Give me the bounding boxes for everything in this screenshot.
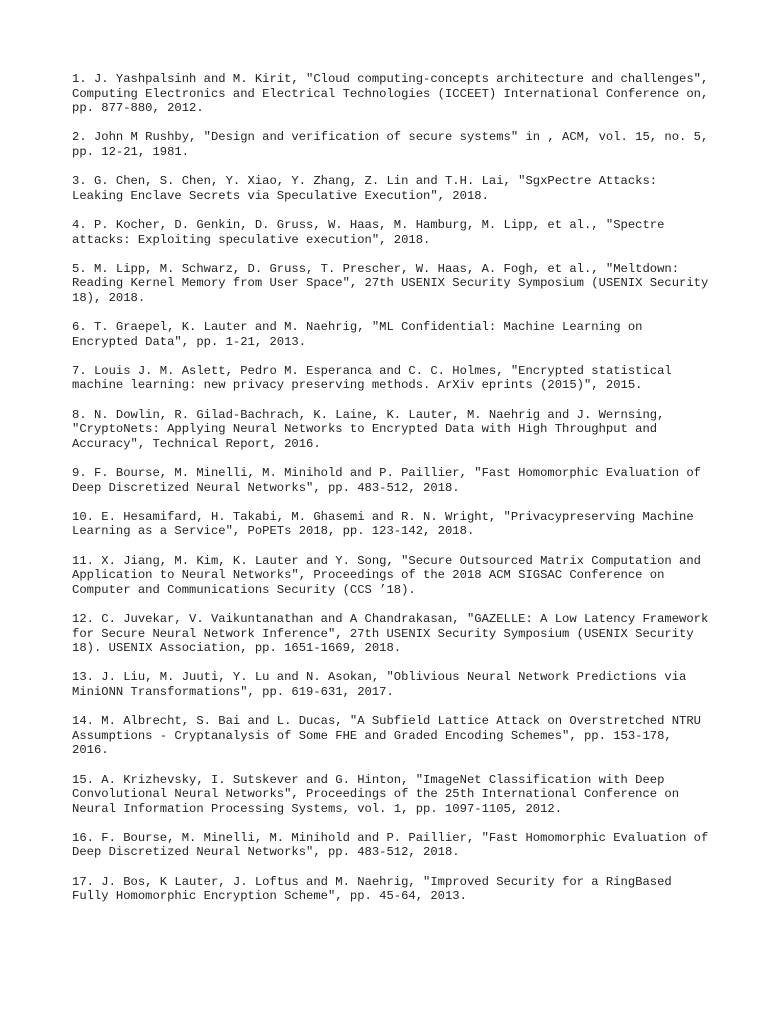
reference-item: 12. C. Juvekar, V. Vaikuntanathan and A Chandrakasan, "GAZELLE: A Low Latency Framework for Secure Neural Network Inference", 27th USENIX Security Symposium (USENIX Security 18). USENIX Association, pp. 1651-1669, 2018.	[72, 611, 709, 656]
document-page	[72, 72, 712, 918]
reference-item: 13. J. Liu, M. Juuti, Y. Lu and N. Asokan, "Oblivious Neural Network Predictions via MiniONN Transformations", pp. 619-631, 2017.	[72, 670, 687, 699]
reference-item: 4. P. Kocher, D. Genkin, D. Gruss, W. Haas, M. Hamburg, M. Lipp, et al., "Spectre attacks: Exploiting speculative execution", 2018.	[72, 217, 665, 247]
reference-item: 17. J. Bos, K Lauter, J. Loftus and M. Naehrig, "Improved Security for a RingBased Fully Homomorphic Encryption Scheme", pp. 45-64, 2013.	[72, 874, 672, 904]
reference-item: 2. John M Rushby, "Design and verification of secure systems" in , ACM, vol. 15, no. 5, pp. 12-21, 1981.	[72, 130, 709, 159]
reference-item: 1. J. Yashpalsinh and M. Kirit, "Cloud computing-concepts architecture and challenges", Computing Electronics and Electrical Technologies (ICCEET) International Conference on, pp. 877-880, 2012.	[72, 72, 709, 116]
reference-item: 6. T. Graepel, K. Lauter and M. Naehrig, "ML Confidential: Machine Learning on Encrypted Data", pp. 1-21, 2013.	[72, 320, 643, 349]
reference-item: 16. F. Bourse, M. Minelli, M. Minihold and P. Paillier, "Fast Homomorphic Evaluation of Deep Discretized Neural Networks", pp. 483-512, 2018.	[72, 830, 709, 860]
reference-item: 3. G. Chen, S. Chen, Y. Xiao, Y. Zhang, Z. Lin and T.H. Lai, "SgxPectre Attacks: Leaking Enclave Secrets via Speculative Execution", 2018.	[72, 174, 658, 203]
reference-item: 7. Louis J. M. Aslett, Pedro M. Esperanca and C. C. Holmes, "Encrypted statistical machine learning: new privacy preserving methods. ArXiv eprints (2015)", 2015.	[72, 363, 672, 393]
reference-item: 10. E. Hesamifard, H. Takabi, M. Ghasemi and R. N. Wright, "Privacypreserving Machine Learning as a Service", PoPETs 2018, pp. 123-142, 2018.	[72, 509, 694, 539]
reference-item: 15. A. Krizhevsky, I. Sutskever and G. Hinton, "ImageNet Classification with Deep Convolutional Neural Networks", Proceedings of the 25th International Conference on Neural Information Processing Systems, vol. 1, pp. 1097-1105, 2012.	[72, 772, 680, 816]
reference-item: 5. M. Lipp, M. Schwarz, D. Gruss, T. Prescher, W. Haas, A. Fogh, et al., "Meltdown: Reading Kernel Memory from User Space", 27th USENIX Security Symposium (USENIX Security 18), 2018.	[72, 261, 709, 305]
reference-item: 14. M. Albrecht, S. Bai and L. Ducas, "A Subfield Lattice Attack on Overstretched NTRU Assumptions - Cryptanalysis of Some FHE and Graded Encoding Schemes", pp. 153-178, 2016.	[72, 714, 701, 758]
reference-item: 8. N. Dowlin, R. Gilad-Bachrach, K. Laine, K. Lauter, M. Naehrig and J. Wernsing, "CryptoNets: Applying Neural Networks to Encrypted Data with High Throughput and Accuracy", Technical Report, 2016.	[72, 407, 665, 451]
reference-item: 9. F. Bourse, M. Minelli, M. Minihold and P. Paillier, "Fast Homomorphic Evaluation of Deep Discretized Neural Networks", pp. 483-512, 2018.	[72, 466, 701, 495]
reference-list	[72, 72, 712, 904]
reference-item: 11. X. Jiang, M. Kim, K. Lauter and Y. Song, "Secure Outsourced Matrix Computation and Application to Neural Networks", Proceedings of the 2018 ACM SIGSAC Conference on Computer and Communications Security (CCS ’18).	[72, 553, 701, 597]
